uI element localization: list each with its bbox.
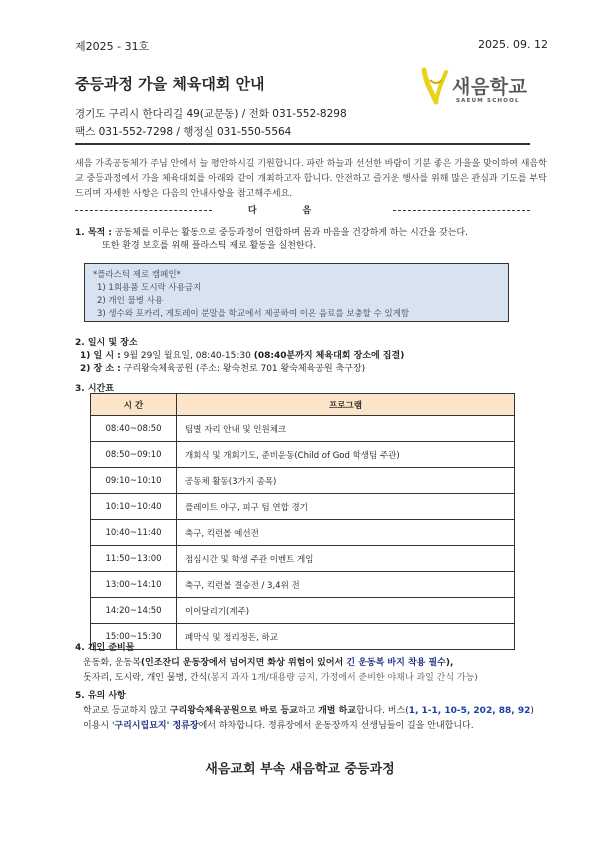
purpose-line-2: 또한 환경 보호를 위해 플라스틱 제로 활동을 실천한다.: [102, 241, 317, 251]
section-divider: [75, 203, 530, 216]
place-value: 구리왕숙체육공원 (주소: 왕숙천로 701 왕숙체육공원 축구장): [120, 364, 366, 374]
notes-text: 합니다. 버스(: [356, 706, 409, 716]
logo-subtext: SAEUM SCHOOL: [456, 98, 520, 104]
section-heading: 2. 일시 및 장소: [75, 338, 138, 348]
table-row: [91, 546, 515, 572]
bus-stop-label: 정류장: [172, 721, 199, 731]
notes-text: ': [166, 721, 173, 731]
school-logo: [418, 66, 548, 110]
bus-numbers: 1, 1-1, 10-5, 202, 88, 92: [408, 706, 531, 716]
logo-mark-icon: [420, 66, 450, 106]
table-header-time: 시 간: [91, 394, 177, 416]
purpose-line-1: 공동체를 이루는 활동으로 중등과정이 연합하며 몸과 마음을 건강하게 하는 시간을 갖는다.: [111, 228, 468, 238]
program-cell: 팀별 자리 안내 및 인원체크: [177, 416, 515, 442]
time-cell: 13:00~14:10: [91, 572, 177, 598]
divider-word: 다음: [247, 206, 358, 216]
supplies-section: [75, 641, 478, 686]
time-cell: 15:00~15:30: [91, 624, 177, 650]
program-cell: 축구, 킥런볼 예선전: [177, 520, 515, 546]
schedule-table: [90, 393, 515, 650]
notes-text: 에서 하차합니다. 정류장에서 운동장까지 선생님들이 길을 안내합니다.: [198, 721, 474, 731]
document-date: 2025. 09. 12: [478, 38, 548, 51]
supplies-text: 운동화, 운동복: [83, 658, 141, 668]
fax-line: 팩스 031-552-7298 / 행정실 031-550-5564: [75, 126, 292, 138]
purpose-section: [75, 227, 468, 253]
notes-emphasis: 구리왕숙체육공원으로 바로 등교: [169, 706, 298, 716]
table-row: [91, 416, 515, 442]
supplies-text: 돗자리, 도시락, 개인 물병, 간식: [83, 673, 208, 683]
notes-text: 이용시 ': [83, 721, 115, 731]
section-heading: 4. 개인 준비물: [75, 643, 135, 653]
notes-text: 학교로 등교하지 않고: [83, 706, 170, 716]
supplies-warning: (인조잔디 운동장에서 넘어지면 화상 위험이 있어서: [140, 658, 347, 668]
section-heading: 3. 시간표: [75, 384, 114, 394]
program-cell: 공동체 활동(3가지 종목): [177, 468, 515, 494]
intro-paragraph: 새음 가족공동체가 주님 안에서 늘 평안하시길 기원합니다. 파란 하늘과 선선한 바람이 기분 좋은 가을을 맞이하여 새음학교 중등과정에서 가을 체육대회를 아래와 같이 개최하고자 합니다. 안전하고 즐거운 행사를 위해 많은 관심과 기도를 부탁드리며 자세한 사항은 다음의 안내사항을 참고해주세요.: [75, 159, 547, 199]
campaign-item: 1) 1회용품 도시락 사용금지: [97, 283, 202, 293]
time-cell: 10:40~11:40: [91, 520, 177, 546]
supplies-note: (봉지 과자 1개/대용량 금지, 가정에서 준비한 야채나 과일 간식 가능): [207, 673, 478, 683]
program-cell: 축구, 킥런볼 결승전 / 3,4위 전: [177, 572, 515, 598]
campaign-item: 3) 생수와 포카리, 게토레이 분말을 학교에서 제공하여 이온 음료를 보충할 수 있게함: [97, 309, 410, 319]
program-cell: 이어달리기(계주): [177, 598, 515, 624]
table-row: [91, 442, 515, 468]
campaign-item: 2) 개인 물병 사용: [97, 296, 164, 306]
address-line: 경기도 구리시 한다리길 49(교문동) / 전화 031-552-8298: [75, 108, 347, 120]
table-row: [91, 494, 515, 520]
program-cell: 폐막식 및 정리정돈, 하교: [177, 624, 515, 650]
logo-text: 새음학교: [452, 76, 528, 98]
time-cell: 14:20~14:50: [91, 598, 177, 624]
notes-text: 하고: [297, 706, 319, 716]
table-row: [91, 572, 515, 598]
date-value: 9월 29일 월요일, 08:40-15:30: [120, 351, 254, 361]
schedule-place-section: [75, 337, 404, 376]
program-cell: 개회식 및 개회기도, 준비운동(Child of God 학생팀 주관): [177, 442, 515, 468]
table-row: [91, 468, 515, 494]
date-note: (08:40분까지 체육대회 장소에 집결): [253, 351, 405, 361]
bus-stop-name: 구리시립묘지: [114, 721, 167, 731]
table-header-program: 프로그램: [177, 394, 515, 416]
time-cell: 08:40~08:50: [91, 416, 177, 442]
header-divider: [75, 143, 530, 145]
page-title: 중등과정 가을 체육대회 안내: [75, 75, 265, 93]
notes-text: ): [530, 706, 534, 716]
time-cell: 11:50~13:00: [91, 546, 177, 572]
program-cell: 점심시간 및 학생 주관 이벤트 게임: [177, 546, 515, 572]
section-heading: 5. 유의 사항: [75, 691, 126, 701]
table-row: [91, 520, 515, 546]
purpose-label: 1. 목적 :: [75, 228, 112, 238]
supplies-required: 긴 운동복 바지 착용 필수: [346, 658, 446, 668]
time-cell: 08:50~09:10: [91, 442, 177, 468]
footer-signature: 새음교회 부속 새음학교 중등과정: [205, 762, 395, 777]
notes-section: [75, 689, 534, 734]
program-cell: 플레이트 야구, 피구 팀 연합 경기: [177, 494, 515, 520]
notes-emphasis: 개별 하교: [318, 706, 356, 716]
place-label: 2) 장 소 :: [80, 364, 121, 374]
campaign-title: *플라스틱 제로 캠페인*: [93, 270, 181, 280]
campaign-box: [84, 263, 509, 322]
time-cell: 09:10~10:10: [91, 468, 177, 494]
date-label: 1) 일 시 :: [80, 351, 121, 361]
table-row: [91, 598, 515, 624]
time-cell: 10:10~10:40: [91, 494, 177, 520]
document-number: 제2025 - 31호: [75, 40, 150, 53]
supplies-text: ),: [445, 658, 454, 668]
